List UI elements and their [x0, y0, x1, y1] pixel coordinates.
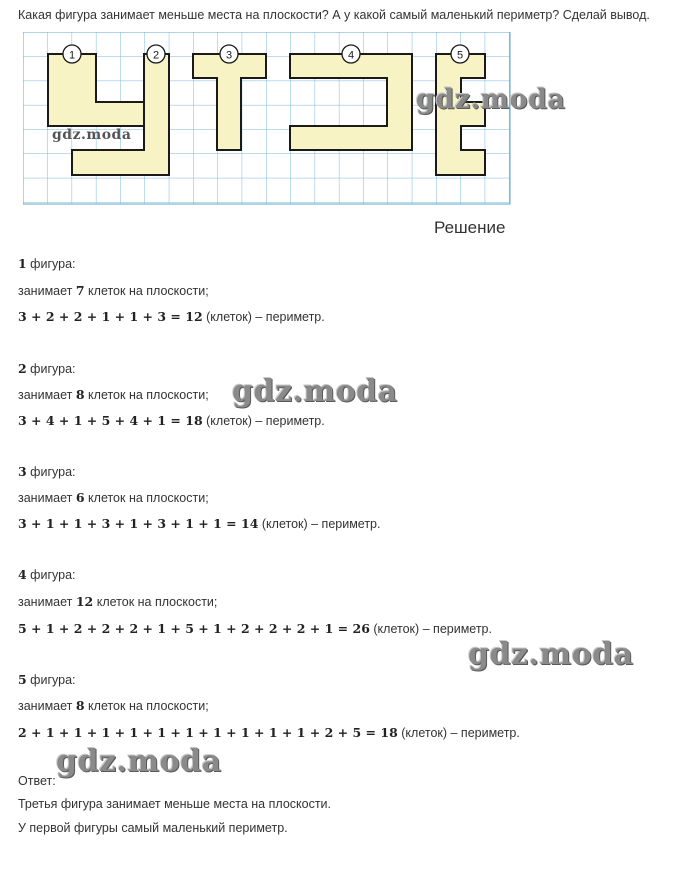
figure-2-number: [147, 45, 165, 63]
figure-2-perimeter: 3 + 4 + 1 + 5 + 4 + 1 = 18 (клеток) – периметр.: [18, 413, 325, 428]
figure-1-heading: 1 фигура:: [18, 256, 76, 271]
answer-line-2: У первой фигуры самый маленький периметр.: [18, 821, 288, 835]
svg-text:2: 2: [152, 49, 160, 62]
svg-text:5: 5: [456, 49, 464, 62]
figure-4-number: [342, 45, 360, 63]
figure-2-heading: 2 фигура:: [18, 361, 76, 376]
figure-3-perimeter: 3 + 1 + 1 + 3 + 1 + 3 + 1 + 1 = 14 (клеток) – периметр.: [18, 516, 381, 531]
watermark: gdz.moda: [52, 127, 132, 143]
figures-grid: [23, 32, 513, 212]
figure-5-perimeter: 2 + 1 + 1 + 1 + 1 + 1 + 1 + 1 + 1 + 1 + 1 + 2 + 5 = 18 (клеток) – периметр.: [18, 725, 520, 740]
watermark: gdz.moda: [56, 744, 222, 779]
figure-5-area: занимает 8 клеток на плоскости;: [18, 698, 209, 713]
figure-5-shape: [436, 54, 485, 175]
figure-1-perimeter: 3 + 2 + 2 + 1 + 1 + 3 = 12 (клеток) – периметр.: [18, 309, 325, 324]
svg-text:1: 1: [68, 49, 76, 62]
answer-label: Ответ:: [18, 774, 56, 788]
watermark: gdz.moda: [232, 374, 398, 409]
watermark: gdz.moda: [416, 84, 566, 115]
figure-2-area: занимает 8 клеток на плоскости;: [18, 387, 209, 402]
figure-5-number: [451, 45, 469, 63]
figure-5-heading: 5 фигура:: [18, 672, 76, 687]
svg-text:4: 4: [347, 49, 355, 62]
solution-title: Решение: [434, 218, 506, 237]
figure-4-area: занимает 12 клеток на плоскости;: [18, 594, 218, 609]
answer-line-1: Третья фигура занимает меньше места на плоскости.: [18, 797, 332, 811]
figure-1-area: занимает 7 клеток на плоскости;: [18, 283, 209, 298]
figure-3-area: занимает 6 клеток на плоскости;: [18, 490, 209, 505]
figure-4-heading: 4 фигура:: [18, 567, 76, 582]
question-text: Какая фигура занимает меньше места на плоскости? А у какой самый маленький периметр? Сделай вывод.: [18, 8, 650, 22]
figure-3-heading: 3 фигура:: [18, 464, 76, 479]
figure-4-perimeter: 5 + 1 + 2 + 2 + 2 + 1 + 5 + 1 + 2 + 2 + 2 + 1 = 26 (клеток) – периметр.: [18, 621, 492, 636]
svg-text:3: 3: [225, 49, 233, 62]
figure-1-number: [63, 45, 81, 63]
watermark: gdz.moda: [468, 637, 634, 672]
figure-3-number: [220, 45, 238, 63]
grid-svg: [23, 32, 513, 207]
